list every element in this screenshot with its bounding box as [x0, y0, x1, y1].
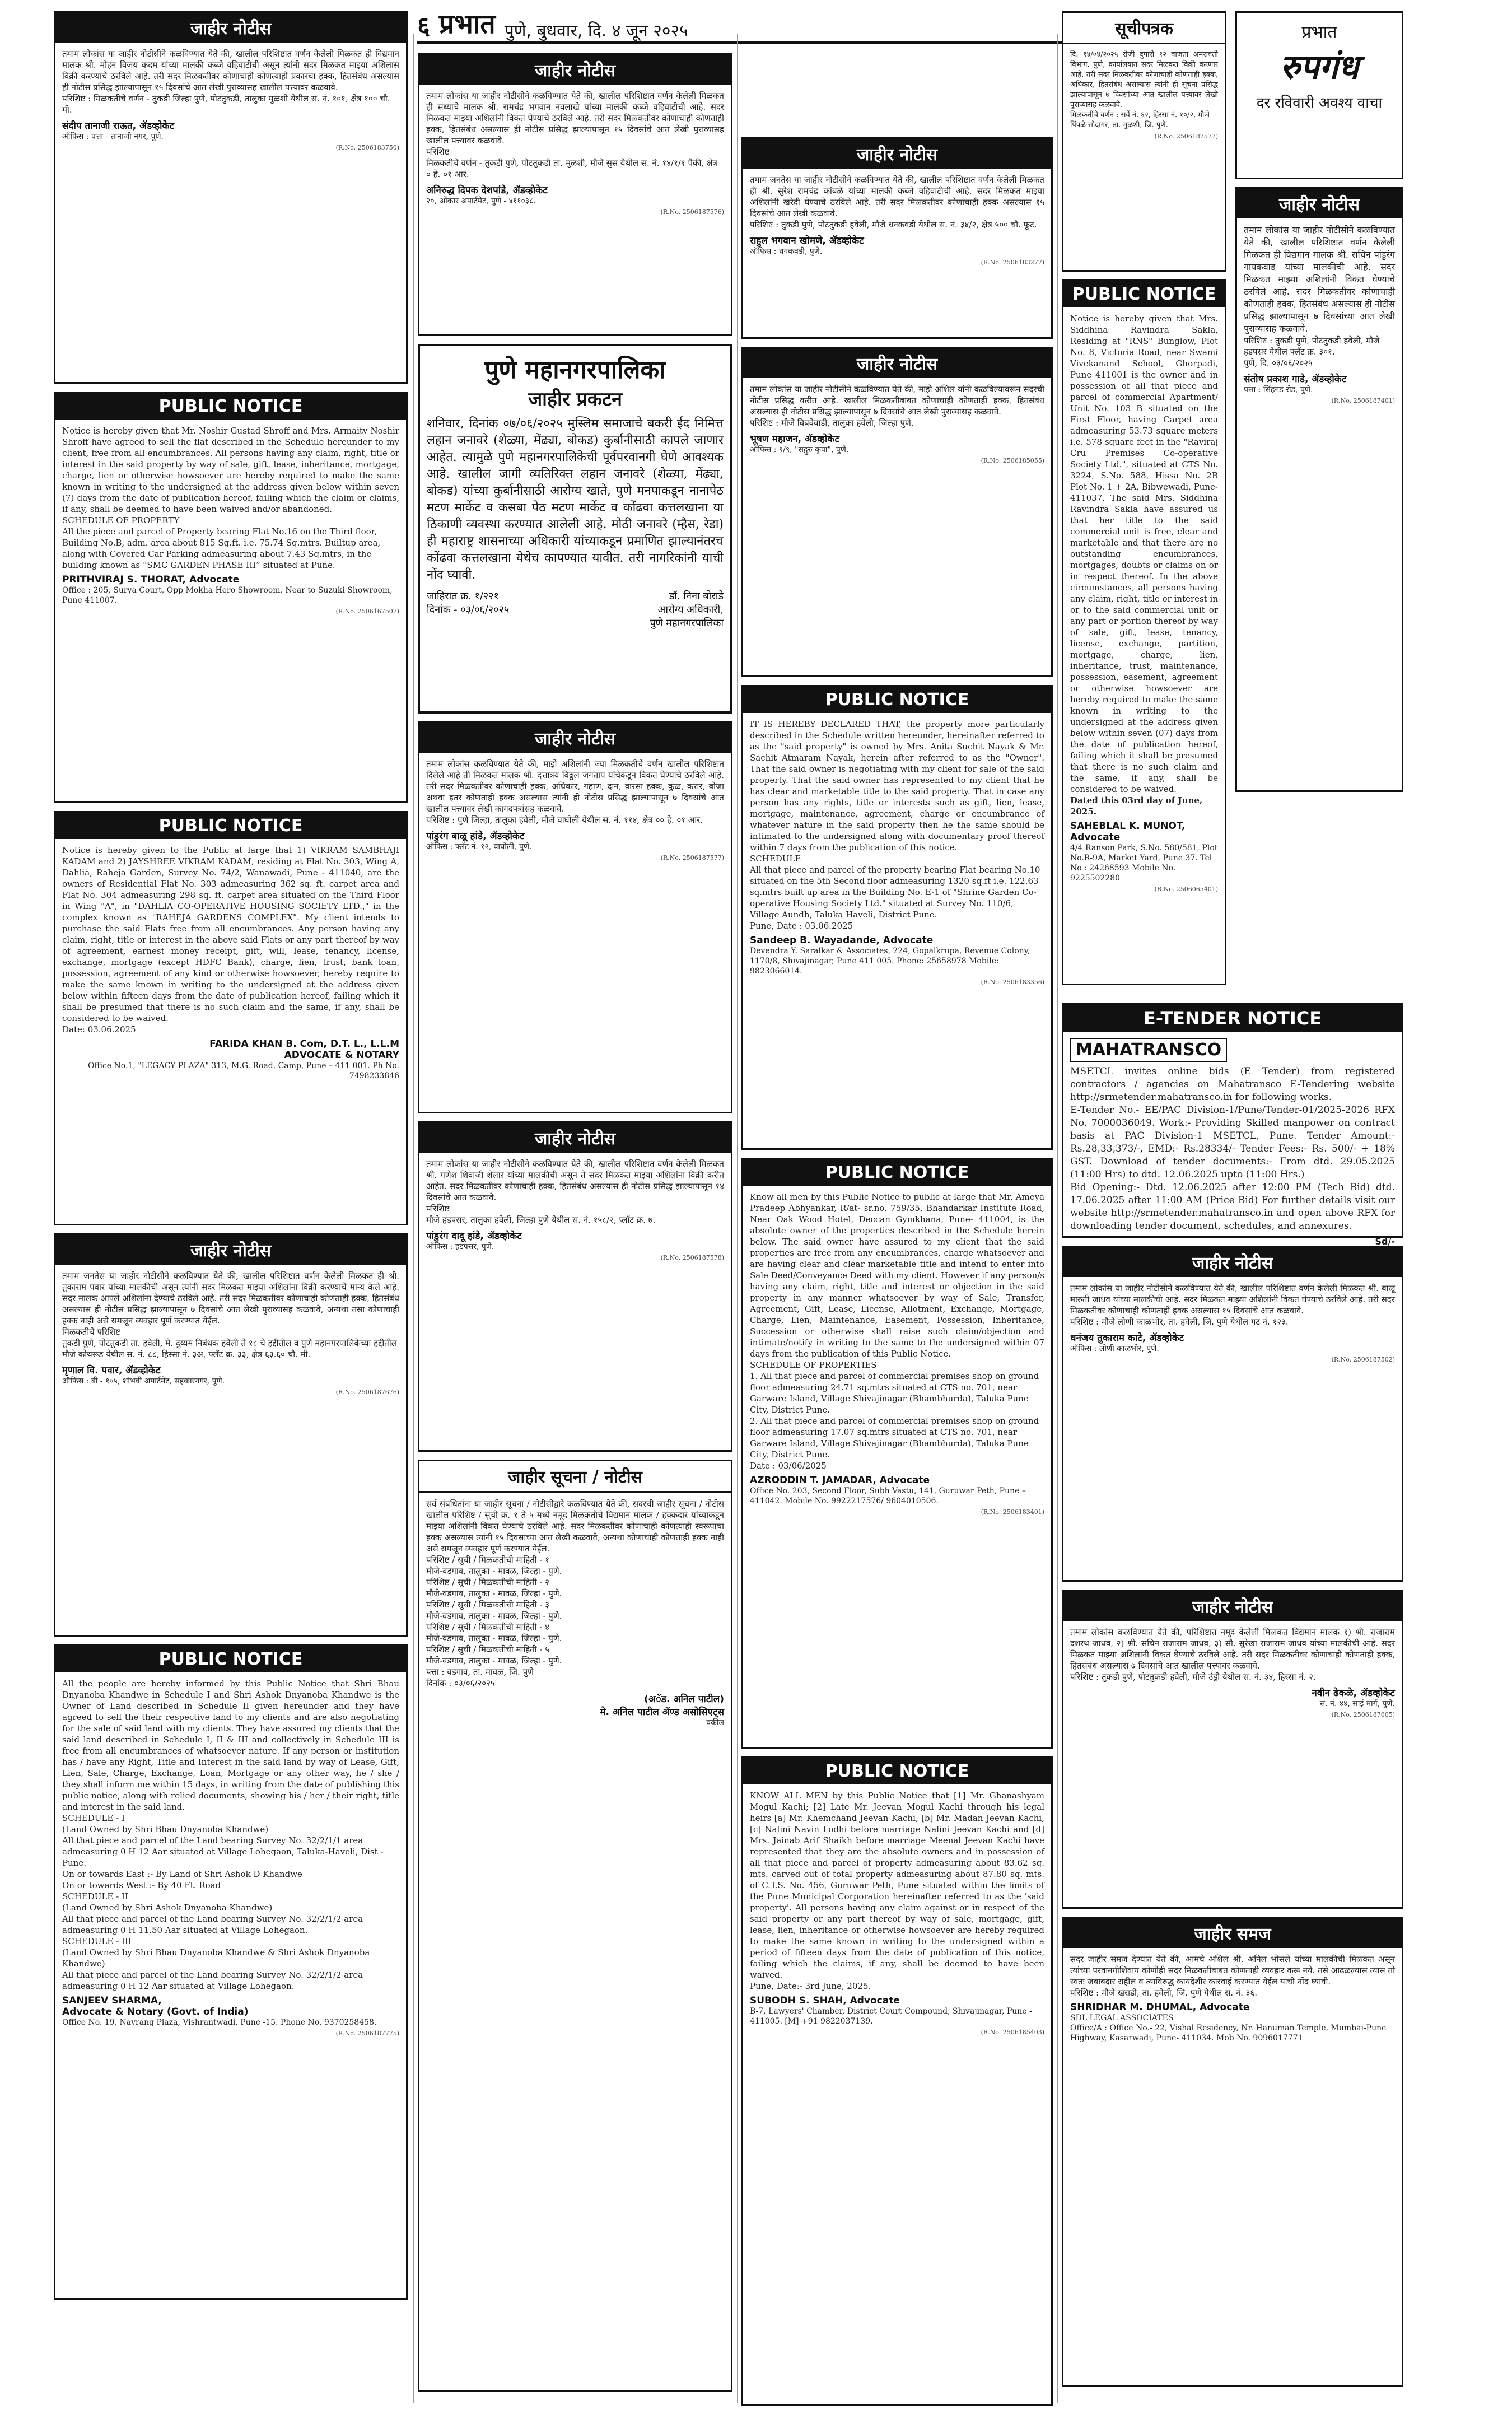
- advocate-name: पांडुरंग दादू हांडे, ॲडव्होकेट: [426, 1231, 522, 1242]
- advocate-address: Office No.1, "LEGACY PLAZA" 313, M.G. Road, Camp, Pune – 411 001. Ph No. 7498233846: [88, 1061, 402, 1080]
- advocate-address: Office No. 203, Second Floor, Subh Vastu, 141, Guruwar Peth, Pune – 411042. Mobile No. 9922217576/ 9604010506.: [750, 1486, 1029, 1506]
- notice-body: सर्व संबंधितांना या जाहीर सूचना / नोटीसीद्वारे कळविण्यात येते की, सदरची जाहीर सूचना / नोटीस खालील परिशिष्ट / सूची क्र. १ ते ५ मध्ये नमूद मिळकतीचे विद्यमान मालक / हक्कदार यांच्याकडून माझ्या अशिलांनी विकत घेण्याचे ठरविले आहे. सदर मिळकतीवर कोणाचाही कोणत्याही स्वरूपाचा हक्क असल्यास त्यांनी १५ दिवसांच्या आत लेखी कळवावे, अन्यथा कोणाचाही कोणताही हक्क नाही असे समजून व्यवहार पूर्ण करण्यात येईल.: [426, 1499, 724, 1554]
- column-rule: [1057, 34, 1058, 2403]
- advocate-name: नवीन ढेकळे, ॲडव्होकेट: [1312, 1688, 1395, 1699]
- ref-number: (R.No. 2506183750): [335, 144, 399, 151]
- mahatransco-logo: MAHATRANSCO: [1070, 1038, 1227, 1062]
- ref-number: (R.No. 2506187775): [335, 2030, 399, 2037]
- notice-body: Notice is hereby given to the Public at large that 1) VIKRAM SAMBHAJI KADAM and 2) JAYSHREE VIKRAM KADAM, residing at Flat No. 303, Wing A, Dahlia, Raheja Garden, Survey No. 74/2, Wanawadi, Pune - 411040, are the owners of Residential Flat No. 303 admeasuring 362 sq. ft. carpet area and Flat No. 304 admeasuring 298 sq. ft. carpet area situated on the Third Floor in Wing "A", in "DAHLIA CO-OPERATIVE HOUSING SOCIETY LTD.," in the complex known as "RAHEJA GARDENS COMPLEX". My client intends to purchase the said Flats free from all encumbrances. Any person having any claim, right, title or interest in the above said Flats or any part thereof by way of agreement, earnest money receipt, gift, will, lease, tenancy, license, exchange, mortgage (except HDFC Bank), charge, lien, trust, bank loan, possession, agreement of any kind or otherwise howsoever, hereby require to make the same known in writing to the undersigned at the address given below within fifteen days from the date of publication hereof, failing which it shall be presumed that there is no such claim and the same, if any, shall be considered to be waived.: [62, 845, 399, 1023]
- rupgandh-title: रुपगंध: [1280, 48, 1359, 87]
- ref-number: (R.No. 2506187401): [1331, 397, 1395, 404]
- notice-header: E-TENDER NOTICE: [1063, 1004, 1402, 1032]
- column-3: [741, 137, 1053, 2414]
- notice-body: तमाम लोकांस कळविण्यात येते की, माझे अशिलांनी ज्या मिळकतीचे वर्णन खालील परिशिष्टात दिलेले आहे ती मिळकत मालक श्री. दत्तात्रय विठ्ठल जगताप यांचेकडून विकत घेण्याचे ठरविले आहे. तरी सदर मिळकतीवर कोणाचाही हक्क, अधिकार, गहाण, दान, वारसा हक्क, कुळ, करार, बोजा अथवा इतर कोणताही हक्क असल्यास त्यांनी ही नोटीस प्रसिद्ध झाल्यापासून ७ दिवसांचे आत खालील पत्त्यावर लेखी कागदपत्रांसह कळवावे.: [426, 759, 724, 814]
- pmc-officer: डॉ. निना बोराडे आरोग्य अधिकारी, पुणे महानगरपालिका: [650, 590, 724, 629]
- notice-header: PUBLIC NOTICE: [743, 1159, 1051, 1186]
- pmc-signature: [427, 589, 724, 630]
- notice-dhekale: [1062, 1590, 1403, 1909]
- masthead: [417, 8, 1089, 44]
- advocate-address: ऑफिस : लोणी काळभोर, पुणे.: [1070, 1344, 1159, 1353]
- notice-schedule: SCHEDULE OF PROPERTY All the piece and parcel of Property bearing Flat No.16 on the Third floor, Building No.B, adm. area about 815 Sq.ft. i.e. 75.74 Sq.mtrs. Builtup area, along with Covered Car Parking admeasuring about 7.43 Sq.mtrs, in the building known as “SMC GARDEN PHASE III” situated at Pune.: [62, 515, 381, 570]
- advocate-address: ऑफिस : धनकवडी, पुणे.: [750, 247, 823, 256]
- notice-khomne: [741, 137, 1053, 339]
- notice-gade: [1235, 187, 1403, 792]
- notice-schedule: परिशिष्ट : तुकडी पुणे, पोटतुकडी हवेली, मौजे उंड्री येथील स. नं. ३४, हिस्सा नं. २.: [1070, 1672, 1316, 1682]
- advocate-name: संदीप तानाजी राऊत, ॲडव्होकेट: [62, 120, 175, 132]
- notice-header: PUBLIC NOTICE: [743, 687, 1051, 713]
- notice-schedule: परिशिष्ट / सूची / मिळकतीची माहिती - १ मौजे-वडगाव, तालुका - मावळ, जिल्हा - पुणे. परिशिष्ट / सूची / मिळकतीची माहिती - २ मौजे-वडगाव, तालुका - मावळ, जिल्हा - पुणे. परिशिष्ट / सूची / मिळकतीची माहिती - ३ मौजे-वडगाव, तालुका - मावळ, जिल्हा - पुणे. परिशिष्ट / सूची / मिळकतीची माहिती - ४ मौजे-वडगाव, तालुका - मावळ, जिल्हा - पुणे. परिशिष्ट / सूची / मिळकतीची माहिती - ५ मौजे-वडगाव, तालुका - मावळ, जिल्हा - पुणे. पत्ता : वडगाव, ता. मावळ, जि. पुणे दिनांक : ०३/०६/२०२५: [426, 1555, 562, 1688]
- advocate-address: ऑफिस : फ्लॅट नं. १२, वाघोली, पुणे.: [426, 842, 532, 851]
- notice-hande-2: [418, 1121, 732, 1452]
- ref-number: (R.No. 2506187502): [1331, 1356, 1395, 1363]
- advocate-name: Sandeep B. Wayadande, Advocate: [750, 935, 934, 946]
- notice-header: जाहीर सूचना / नोटीस: [419, 1461, 731, 1493]
- advocate-name: मृणाल वि. पवार, ॲडव्होकेट: [62, 1365, 161, 1376]
- advocate-name: SAHEBLAL K. MUNOT, Advocate: [1070, 821, 1186, 843]
- notice-schedule: परिशिष्ट मौजे हडपसर, तालुका हवेली, जिल्हा पुणे येथील स. नं. १५८/२, प्लॉट क्र. ७.: [426, 1204, 656, 1225]
- notice-schedule: SCHEDULE OF PROPERTIES 1. All that piece and parcel of commercial premises shop on ground floor admeasuring 24.71 sq.mtrs situated at CTS no. 701, near Garware Island, Village Shivajinagar (Bhambhurda), Taluka Pune City, District Pune. 2. All that piece and parcel of commercial premises shop on ground floor admeasuring 17.07 sq.mtrs situated at CTS no. 701, near Garware Island, Village Shivajinagar (Bhambhurda), Taluka Pune City, District Pune. Date : 03/06/2025: [750, 1360, 1039, 1471]
- advocate-name: (अॅड. अनिल पाटील) मे. अनिल पाटील ॲण्ड असोसिएट्स: [600, 1694, 724, 1718]
- ref-number: (R.No. 2506187676): [335, 1388, 399, 1396]
- pmc-announcement: [418, 344, 732, 714]
- notice-body: तमाम लोकांस या जाहीर नोटीसीने कळविण्यात येते की, खालील परिशिष्टात वर्णन केलेली मिळकत श्री. गणेश शिवाजी शेलार यांच्या मालकीची असून ते सदर मिळकत माझ्या अशिलांना विक्री करीत आहेत. सदर मिळकतीवर कोणाचाही हक्क, हितसंबंध असल्यास ही नोटीस प्रसिद्ध झाल्यापासून १४ दिवसांचे आत कळवावे.: [426, 1159, 724, 1203]
- advocate-address: ऑफिस : हडपसर, पुणे.: [426, 1242, 494, 1251]
- notice-header: जाहीर नोटीस: [419, 723, 731, 753]
- notice-schedule: परिशिष्ट : मौजे खराडी, ता. हवेली, जि. पुणे येथील स. नं. ३६.: [1070, 1988, 1258, 1998]
- column-rule: [737, 34, 738, 2403]
- column-1: [54, 11, 408, 2308]
- advocate-address: Office No. 19, Navrang Plaza, Vishrantwadi, Pune -15. Phone No. 9370258458.: [62, 2018, 377, 2027]
- notice-body: सदर जाहीर समज देण्यात येते की, आमचे अशिल श्री. अनिल भोसले यांच्या मालकीची मिळकत असून त्यांच्या परवानगीशिवाय कोणीही सदर मिळकतीबाबत कोणताही व्यवहार करू नये. तसे आढळल्यास त्यास तो स्वतः जबाबदार राहील व त्याविरुद्ध कायदेशीर कारवाई करण्यात येईल याची नोंद घ्यावी.: [1070, 1954, 1395, 1987]
- notice-schedule: परिशिष्ट : मौजे बिबवेवाडी, तालुका हवेली, जिल्हा पुणे.: [750, 418, 914, 428]
- pmc-ad-number: जाहिरात क्र. १/२२१ दिनांक - ०३/०६/२०२५: [427, 590, 510, 616]
- notice-header: PUBLIC NOTICE: [55, 393, 406, 420]
- paper-name: प्रभात: [438, 8, 496, 40]
- public-notice-kadam: [54, 811, 408, 1225]
- notice-body: KNOW ALL MEN by this Public Notice that [1] Mr. Ghanashyam Mogul Kachi; [2] Late Mr. Jeevan Mogul Kachi through his legal heirs [a] Mr. Khemchand Jeevan Kachi, [b] Mr. Madan Jeevan Kachi, [c] Nalini Navin Lodhi before marriage Nalini Jeevan Kachi and [d] Mrs. Jainab Arif Shaikh before marriage Meenal Jeevan Kachi have represented that they are the absolute owners and in possession of all that piece and parcel of property admeasuring about 83.62 sq. mts. carved out of total property admeasuring about 87.80 sq. mts. of C.T.S. No. 456, Guruwar Peth, Pune situated within the limits of the Pune Municipal Corporation hereinafter referred to as the 'said property'. All persons having any claim against or in respect of the said property or any part thereof by way of sale, mortgage, gift, lease, lien, inheritance or otherwise howsoever are hereby required to make the same known in writing to the undersigned within a period of fifteen days from the date of publication of this notice, failing which the claims, if any, shall be deemed to have been waived.: [750, 1791, 1044, 1980]
- advocate-address: पत्ता : सिंहगड रोड, पुणे.: [1244, 385, 1313, 394]
- column-2: [418, 53, 732, 2400]
- notice-body: Notice is hereby given that Mrs. Siddhina Ravindra Sakla, Residing at "RNS" Bunglow, Plot No. 8, Victoria Road, near Swami Vivekanand School, Ghorpadi, Pune 411001 is the owner and in possession of all that piece and parcel of commercial Apartment/ Unit No. 103 B situated on the First Floor, having Carpet area admeasuring 53.73 square meters i.e. 578 square feet in the "Raviraj Cru Premises Co-operative Society Ltd.", situated at CTS No. 3224, S.No. 588, Hissa No. 2B Plot No. 1 + 2A, Bibwewadi, Pune- 411037. The said Mrs. Siddhina Ravindra Sakla have assured us that her title to the said commercial unit is free, clear and marketable and that there are no outstanding encumbrances, mortgages, doubts or claims on or in respect thereof. In the above circumstances, all persons having any claim, right, title or interest in or to the said commercial unit or any part or portion thereof by way of sale, gift, lease, tenancy, license, exchange, partition, mortgage, charge, lien, inheritance, trust, maintenance, possession, easement, agreement or otherwise howsoever are hereby required to make the same known in writing to the undersigned at the address given below within seven (07) days from the date of publication hereof, failing which it shall be presumed that there is no such claim and the same, if any, shall be considered to be waived.: [1070, 314, 1218, 794]
- public-notice-wayadande: [741, 685, 1053, 1150]
- notice-schedule: SCHEDULE All that piece and parcel of the property bearing Flat bearing No.10 situated on the 5th Second floor admeasuring 1320 sq.ft i.e. 122.63 sq.mtrs built up area in the Building No. E-1 of "Shrine Garden Co-operative Housing Society Ltd." situated at Survey No. 110/6, Village Aundh, Taluka Haveli, District Pune. Pune, Date : 03.06.2025: [750, 854, 1040, 931]
- ref-number: (R.No. 2506187577): [660, 854, 724, 861]
- notice-body: तमाम लोकांस या जाहीर नोटीसीने कळविण्यात येते की, खालील परिशिष्टात वर्णन केलेली मिळकत ही विद्यमान मालक श्री. मोहन विजय कदम यांच्या मालकी कब्जे वहिवाटीची असून त्यांनी सदर मिळकत माझ्या अशिलास विक्री करण्याचे ठरविले आहे. तरी सदर मिळकतीवर कोणाचाही कोणत्याही प्रकारचा हक्क, हितसंबंध असल्यास ही नोटीस प्रसिद्ध झाल्यापासून १५ दिवसांचे आत लेखी पुराव्यासह खालील पत्त्यावर कळवावे.: [62, 49, 399, 92]
- notice-body: दि. १४/०४/२०२५ रोजी दुपारी १२ वाजता अमरावती विभाग, पुणे, कार्यालयात सदर मिळकत विक्री करणार आहे. तरी सदर मिळकतीवर कोणाचाही कोणताही हक्क, अधिकार, हितसंबंध असल्यास त्यांनी ही सूचना प्रसिद्ध झाल्यापासून ७ दिवसांच्या आत खालील पत्त्यावर लेखी पुराव्यासह कळवावे.: [1070, 50, 1218, 109]
- ref-number: (R.No. 2506187576): [660, 208, 724, 216]
- advocate-name: SHRIDHAR M. DHUMAL, Advocate: [1070, 2002, 1250, 2013]
- notice-schedule: परिशिष्ट मिळकतीचे वर्णन - तुकडी पुणे, पोटतुकडी ता. मुळशी, मौजे सुस येथील स. नं. १४/१/१ पैकी, क्षेत्र ० हे. ०१ आर.: [426, 147, 717, 179]
- advocate-name: राहुल भगवान खोमणे, ॲडव्होकेट: [750, 235, 864, 246]
- pmc-body: शनिवार, दिनांक ०७/०६/२०२५ मुस्लिम समाजाचे बकरी ईद निमित्त लहान जनावरे (शेळ्या, मेंढ्या, बोकड) कुर्बानीसाठी कापले जाणार आहेत. त्यामुळे पुणे महानगरपालिकेची पूर्वपरवानगी घेणे आवश्यक आहे. खालील जागी व्यतिरिक्त लहान जनावरे (शेळ्या, मेंढ्या, बोकड) यांच्या कुर्बानीसाठी आरोग्य खाते, पुणे मनपाकडून नानापेठ मटण मार्केट व कसबा पेठ मटण मार्केट व कोंढवा कत्तलखाना या ठिकाणी व्यवस्था करण्यात आलेली आहे. मोठी जनावरे (म्हैस, रेडा) ही महाराष्ट्र शासनाच्या अधिकारी यांच्याकडून प्रमाणित झाल्यानंतरच कोंढवा कत्तलखाना येथेच कापण्यात यावीत. तरी नागरिकांनी याची नोंद घ्यावी.: [427, 417, 724, 582]
- notice-body: तमाम लोकांस कळविण्यात येते की, परिशिष्टात नमूद केलेली मिळकत विद्यमान मालक १) श्री. राजाराम दशरथ जाधव, २) श्री. सचिन राजाराम जाधव, ३) सौ. सुरेखा राजाराम जाधव यांच्या मालकीची आहे. सदर मिळकत माझ्या अशिलांनी विकत घेण्याचे ठरविले आहे. तरी सदर मिळकतीवर कोणाचाही कोणताही हक्क, हितसंबंध असल्यास ७ दिवसांचे आत खालील पत्त्यावर कळवावे.: [1070, 1627, 1395, 1671]
- notice-header: सूचीपत्रक: [1063, 13, 1225, 44]
- public-notice-thorat: [54, 392, 408, 803]
- advocate-address: SDL LEGAL ASSOCIATES Office/A : Office No.- 22, Vishal Residency, Nr. Hanuman Temple, Mumbai-Pune Highway, Kasarwadi, Pune- 411034. Mob No. 9096017771: [1070, 2014, 1387, 2043]
- notice-marathi-pawar: [54, 1233, 408, 1637]
- notice-header: जाहीर नोटीस: [1063, 1247, 1402, 1277]
- notice-body: तमाम लोकांस या जाहीर नोटीसीने कळविण्यात येते की, खालील परिशिष्टात वर्णन केलेली मिळकत ही सध्याचे मालक श्री. रामचंद्र भगवान नवलाखे यांच्या मालकी कब्जे वहिवाटीची आहे. सदर मिळकत माझ्या अशिलांनी विकत घेण्याचे ठरविले आहे. तरी सदर मिळकतीवर कोणाचाही कोणताही हक्क, हितसंबंध असल्यास ही नोटीस प्रसिद्ध झाल्यापासून १५ दिवसांचे आत लेखी पुराव्यासह खालील पत्त्यावर कळवावे.: [426, 91, 724, 146]
- notice-schedule: Pune, Date:- 3rd June, 2025.: [750, 1981, 871, 1991]
- advocate-name: FARIDA KHAN B. Com, D.T. L., L.L.M ADVOCATE & NOTARY: [209, 1038, 399, 1061]
- notice-body: All the people are hereby informed by this Public Notice that Shri Bhau Dnyanoba Khandwe in Schedule I and Shri Ashok Dnyanoba Khandwe is the Owner of Land described in Schedule II given hereunder and they have agreed to sell the their respective land to my clients and are also negotiating for the sale of said land with my clients. They have assured my clients that the said land described in Schedule I, II & III and collectively in Schedule III is free from all encumbrances of whatsoever nature. If any person or institution has / have any Right, Title and Interest in the said land by way of Lease, Gift, Lien, Sale, Charge, Exchange, Loan, Mortgage or any other way, he / she / they shall inform me within 15 days, in writing from the date of publishing this public notice, along with relied documents, showing his / her / their right, title and interest in the said land.: [62, 1679, 399, 1812]
- advocate-address: Office : 205, Surya Court, Opp Mokha Hero Showroom, Near to Suzuki Showroom, Pune 411007.: [62, 586, 395, 605]
- advocate-address: 4/4 Ranson Park, S.No. 580/581, Plot No.R-9A, Market Yard, Pune 37. Tel No : 24268593 Mobile No. 9225502280: [1070, 843, 1220, 883]
- notice-suchipatrak: [1062, 11, 1226, 272]
- notice-schedule: Dated this 03rd day of June, 2025.: [1070, 795, 1206, 817]
- public-notice-shah: [741, 1756, 1053, 2406]
- ref-number: (R.No. 2506187605): [1331, 1711, 1395, 1718]
- advocate-name: SUBODH S. SHAH, Advocate: [750, 1995, 900, 2006]
- ref-number: (R.No. 2506167507): [335, 608, 399, 615]
- notice-body: तमाम लोकांस या जाहीर नोटीसीने कळविण्यात येते की, खालील परिशिष्टात वर्णन केलेली मिळकत ही विद्यमान मालक श्री. सचिन पांडुरंग गायकवाड यांच्या मालकीची आहे. सदर मिळकत माझ्या अशिलांनी विकत घेण्याचे ठरविले आहे. सदर मिळकतीवर कोणाचाही कोणताही हक्क, हितसंबंध असल्यास ही नोटीस प्रसिद्ध झाल्यापासून ७ दिवसांच्या आत लेखी पुराव्यासह कळवावे.: [1244, 225, 1395, 334]
- notice-body: तमाम जनतेस या जाहीर नोटीसीने कळविण्यात येते की, खालील परिशिष्टात वर्णन केलेली मिळकत ही श्री. सुरेश रामचंद्र कांबळे यांच्या मालकी कब्जे वहिवाटीची आहे. सदर मिळकत माझ्या अशिलांनी खरेदी घेण्याचे ठरविले आहे. तरी सदर मिळकतीवर कोणाचाही हक्क असल्यास १५ दिवसांचे आत लेखी कळवावे.: [750, 175, 1044, 218]
- notice-header: PUBLIC NOTICE: [55, 1646, 406, 1672]
- advocate-address: ऑफिस : बी - १०५, शांभवी अपार्टमेंट, सहकारनगर, पुणे.: [62, 1377, 225, 1386]
- advocate-address: ऑफिस : पत्ता - तानाजी नगर, पुणे.: [62, 132, 164, 141]
- notice-header: जाहीर नोटीस: [1237, 189, 1402, 218]
- notice-deshpande: [418, 53, 732, 336]
- rupgandh-line1: प्रभात: [1301, 22, 1337, 42]
- notice-mahajan: [741, 347, 1053, 677]
- notice-header: PUBLIC NOTICE: [55, 813, 406, 839]
- pmc-subtitle: जाहीर प्रकटन: [528, 388, 623, 411]
- notice-kate: [1062, 1246, 1403, 1582]
- rupgandh-promo: [1235, 11, 1403, 179]
- pmc-title: पुणे महानगरपालिका: [484, 356, 666, 384]
- notice-schedule: परिशिष्ट : तुकडी पुणे, पोटतुकडी हवेली, मौजे हडपसर येथील फ्लॅट क्र. ३०१. पुणे, दि. ०३/०६/२०२५: [1244, 335, 1380, 368]
- ref-number: (R.No. 2506187578): [660, 1254, 724, 1261]
- notice-header: जाहीर नोटीस: [743, 348, 1051, 378]
- ref-number: (R.No. 2506185403): [981, 2029, 1044, 2036]
- advocate-name: धनंजय तुकाराम काटे, ॲडव्होकेट: [1070, 1332, 1184, 1344]
- page-number: ६: [417, 12, 430, 40]
- notice-header: PUBLIC NOTICE: [1063, 281, 1225, 307]
- notice-schedule: मिळकतीचे परिशिष्ट तुकडी पुणे, पोटतुकडी ता. हवेली, मे. दुय्यम निबंधक हवेली ते १८ चे हद्दीतील व पुणे महानगरपालिकेच्या हद्दीतील मौजे कोथरूड येथील स. नं. ८८, हिस्सा नं. ३अ, फ्लॅट क्र. ३३, क्षेत्र ६३.६० चौ. मी.: [62, 1327, 397, 1359]
- notice-schedule: परिशिष्ट : मौजे लोणी काळभोर, ता. हवेली, जि. पुणे येथील गट नं. १२३.: [1070, 1317, 1289, 1327]
- notice-header: जाहीर नोटीस: [419, 55, 731, 85]
- notice-dhumal: [1062, 1917, 1403, 2387]
- advocate-address: Devendra Y. Saralkar & Associates, 224, Gopalkrupa, Revenue Colony, 1170/8, Shivajinagar, Pune 411 005. Phone: 25658978 Mobile: 9823066014.: [750, 947, 1033, 976]
- advocate-name: पांडुरंग बाळू हांडे, ॲडव्होकेट: [426, 831, 525, 842]
- ref-number: (R.No. 2506183277): [981, 259, 1044, 266]
- notice-hande-1: [418, 721, 732, 1113]
- etender-body: MSETCL invites online bids (E Tender) from registered contractors / agencies on Mahatransco E-Tendering website http://srmetender.mahatransco.in for following works. E-Tender No.- EE/PAC Division-1/Pune/Tender-01/2025-2026 RFX No. 7000036049. Work:- Providing Skilled manpower on contract basis at PAC Division-1 MSETCL, Pune. Tender Amount:- Rs.28,33,373/-, EMD:- Rs.28334/- Tender Fees:- Rs. 500/- + 18% GST. Download of tender documents:- From dtd. 29.05.2025 (11:00 Hrs) to dtd. 12.06.2025 upto (11:00 Hrs.) Bid Opening:- Dtd. 12.06.2025 after 12:00 PM (Tech Bid) dtd. 17.06.2025 after 11:00 AM (Price Bid) For further details visit our website http://srmetender.mahatransco.in and open above RFX for downloading tender document, schedules, and annexures.: [1070, 1066, 1395, 1232]
- notice-schedule: मिळकतीचे वर्णन : सर्वे नं. ६२, हिस्सा नं. १०/२, मौजे पिंपळे सौदागर, ता. मुळशी, जि. पुणे.: [1070, 111, 1212, 129]
- notice-body: तमाम लोकांस या जाहीर नोटीसीने कळविण्यात येते की, माझे अशिल यांनी कळविल्यावरून सदरची नोटीस प्रसिद्ध करीत आहे. खालील मिळकतीबाबत कोणाचाही कोणताही हक्क, हितसंबंध असल्यास ही नोटीस प्रसिद्ध झाल्यापासून ७ दिवसांचे आत लेखी पुराव्यासह कळवावे.: [750, 384, 1044, 417]
- etender-signature: Sd/- Executive Engineer Division-1, MSETCL, Pune.: [1263, 1236, 1395, 1268]
- notice-header: जाहीर नोटीस: [55, 13, 406, 43]
- notice-patil: [418, 1460, 732, 2392]
- notice-header: PUBLIC NOTICE: [743, 1758, 1051, 1784]
- advocate-name: SANJEEV SHARMA, Advocate & Notary (Govt. of India): [62, 1995, 249, 2017]
- rupgandh-tagline: दर रविवारी अवश्य वाचा: [1256, 95, 1383, 111]
- notice-schedule: SCHEDULE - I (Land Owned by Shri Bhau Dnyanoba Khandwe) All that piece and parcel of the Land bearing Survey No. 32/2/1/1 area admeasuring 0 H 12 Aar situated at Village Lohegaon, Taluka-Haveli, Dist - Pune. On or towards East :- By Land of Shri Ashok D Khandwe On or towards West :- By 40 Ft. Road SCHEDULE - II (Land Owned by Shri Ashok Dnyanoba Khandwe) All that piece and parcel of the Land bearing Survey No. 32/2/1/2 area admeasuring 0 H 11.50 Aar situated at Village Lohegaon. SCHEDULE - III (Land Owned by Shri Bhau Dnyanoba Khandwe & Shri Ashok Dnyanoba Khandwe) All that piece and parcel of the Land bearing Survey No. 32/2/1/2 area admeasuring 0 H 12 Aar situated at Village Lohegaon.: [62, 1813, 384, 1991]
- notice-body: IT IS HEREBY DECLARED THAT, the property more particularly described in the Schedule written hereunder, hereinafter referred to as the "said property" is owned by Mrs. Anita Suchit Nayak & Mr. Sachit Atmaram Nayak, herein after referred to as the "Owner". That the said owner is negotiating with my client for sale of the said property. That the said owner has represented to my client that he has clear and marketable title to the said property. That in case any person has any rights, title or interests such as gift, lien, lease, mortgage, maintenance, agreement, charge or encumbrance of whatever nature in the said property then he the same should be intimated to the undersigned along with documentary proof thereof within 7 days from the publication of this notice.: [750, 719, 1044, 852]
- advocate-address: २०, ओंकार अपार्टमेंट, पुणे - ४११०३८.: [426, 197, 536, 206]
- notice-body: तमाम लोकांस या जाहीर नोटीसीने कळविण्यात येते की, खालील परिशिष्टात वर्णन केलेली मिळकत श्री. बाळू मारुती जाधव यांच्या मालकीची आहे. सदर मिळकत माझ्या अशिलांनी विकत घेण्याचे ठरविले आहे. तरी सदर मिळकतीवर कोणाचाही कोणताही हक्क असल्यास १५ दिवसांचे आत कळवावे.: [1070, 1283, 1395, 1316]
- notice-schedule: Date: 03.06.2025: [62, 1024, 136, 1034]
- column-5: [1235, 11, 1403, 800]
- notice-body: तमाम जनतेस या जाहीर नोटीसीने कळविण्यात येते की, खालील परिशिष्टात वर्णन केलेली मिळकत ही श्री. तुकाराम पवार यांच्या मालकीची असून त्यांनी सदर मिळकत माझ्या अशिलांना विक्री करण्याचे मान्य केले आहे. सदर मालक आपले अशिलांना देण्याचे ठरविले आहे. तरी सदर मिळकतीवर कोणाचाही कोणताही हक्क, हितसंबंध असल्यास ही नोटीस प्रसिद्ध झाल्यापासून ७ दिवसांचे आत लेखी पुराव्यासह कळवावे, अन्यथा तसा कोणाचाही हक्क नाही असे समजून व्यवहार पूर्ण करण्यात येईल.: [62, 1271, 399, 1326]
- notice-body: Know all men by this Public Notice to public at large that Mr. Ameya Pradeep Abhyankar, R/at- sr.no. 759/35, Bhandarkar Institute Road, Near Oak Wood Hotel, Deccan Gymkhana, Pune- 411004, is the absolute owner of the properties described in the Schedule herein below. The said owner have assured to my client that the said properties are free from any encumbrances, charge whatsoever and are having clear and clear marketable title and intend to enter into Sale Deed/Conveyance Deed with my client. However if any person/s having any claim, right, title and interest or objection in the said property in any manner whatsoever by way of Sale, Transfer, Agreement, Gift, Lease, License, Allotment, Exchange, Mortgage, Charge, Lien, Maintenance, Easement, Possession, Inheritance, Succession or otherwise shall raise such claim/objection and intimate/notify in writing to the same to the undersigned within 07 days from the publication of this Public Notice.: [750, 1192, 1044, 1359]
- notice-marathi-1: [54, 11, 408, 384]
- notice-schedule: परिशिष्ट : पुणे जिल्हा, तालुका हवेली, मौजे वाघोली येथील स. नं. ११४, क्षेत्र ०० हे. ०१ आर.: [426, 815, 703, 825]
- ref-number: (R.No. 2506065401): [1154, 886, 1218, 893]
- ref-number: (R.No. 2506183356): [981, 978, 1044, 986]
- advocate-name: PRITHVIRAJ S. THORAT, Advocate: [62, 574, 240, 585]
- notice-body: Notice is hereby given that Mr. Noshir Gustad Shroff and Mrs. Armaity Noshir Shroff have agreed to sell the flat described in the Schedule hereunder to my client, free from all encumbrances. All persons having any claim, right, title or interest in the said property by way of sale, gift, lease, inheritance, mortgage, charge, lien or otherwise howsoever are hereby required to make the same known in writing to the undersigned at the address given below within seven (7) days from the date of publication hereof, failing which the claim or claims, if any, shall be deemed to have been waived and/or abandoned.: [62, 426, 399, 514]
- advocate-address: वकील: [706, 1718, 724, 1727]
- notice-header: जाहीर नोटीस: [743, 139, 1051, 169]
- public-notice-munot: [1062, 279, 1226, 985]
- notice-header: जाहीर नोटीस: [419, 1123, 731, 1153]
- ref-number: (R.No. 2506183401): [981, 1508, 1044, 1516]
- advocate-name: AZRODDIN T. JAMADAR, Advocate: [750, 1475, 930, 1486]
- advocate-address: B-7, Lawyers' Chamber, District Court Compound, Shivajinagar, Pune - 411005. [M] +91 9822037139.: [750, 2007, 1035, 2026]
- column-4: [1062, 11, 1226, 993]
- notice-header: जाहीर नोटीस: [1063, 1591, 1402, 1621]
- advocate-name: अनिरुद्ध दिपक देशपांडे, ॲडव्होकेट: [426, 185, 548, 196]
- dateline: पुणे, बुधवार, दि. ४ जून २०२५: [504, 21, 688, 41]
- ref-number: (R.No. 2506185055): [981, 457, 1044, 464]
- advocate-name: संतोष प्रकाश गाडे, ॲडव्होकेट: [1244, 374, 1347, 385]
- public-notice-sharma: [54, 1644, 408, 2300]
- advocate-address: ऑफिस : ९/९, "सद्गुरु कृपा", पुणे.: [750, 445, 849, 454]
- notice-header: जाहीर समज: [1063, 1918, 1402, 1948]
- column-4-5-lower: [1062, 1003, 1403, 2395]
- ref-number: (R.No. 2506187577): [1154, 133, 1218, 140]
- column-rule: [413, 34, 414, 2403]
- notice-schedule: परिशिष्ट : मिळकतीचे वर्णन - तुकडी जिल्हा पुणे, पोटतुकडी, तालुका मुळशी येथील स. नं. १०१, क्षेत्र १०० चौ. मी.: [62, 94, 393, 115]
- notice-header: जाहीर नोटीस: [55, 1235, 406, 1265]
- advocate-name: भूषण महाजन, ॲडव्होकेट: [750, 434, 840, 445]
- advocate-address: स. नं. ४४, साई मार्ग, पुणे.: [1319, 1699, 1395, 1708]
- public-notice-jamadar: [741, 1158, 1053, 1749]
- notice-schedule: परिशिष्ट : तुकडी पुणे, पोटतुकडी हवेली, मौजे धनकवडी येथील स. नं. ३४/२, क्षेत्र ५०० चौ. फूट.: [750, 220, 1037, 230]
